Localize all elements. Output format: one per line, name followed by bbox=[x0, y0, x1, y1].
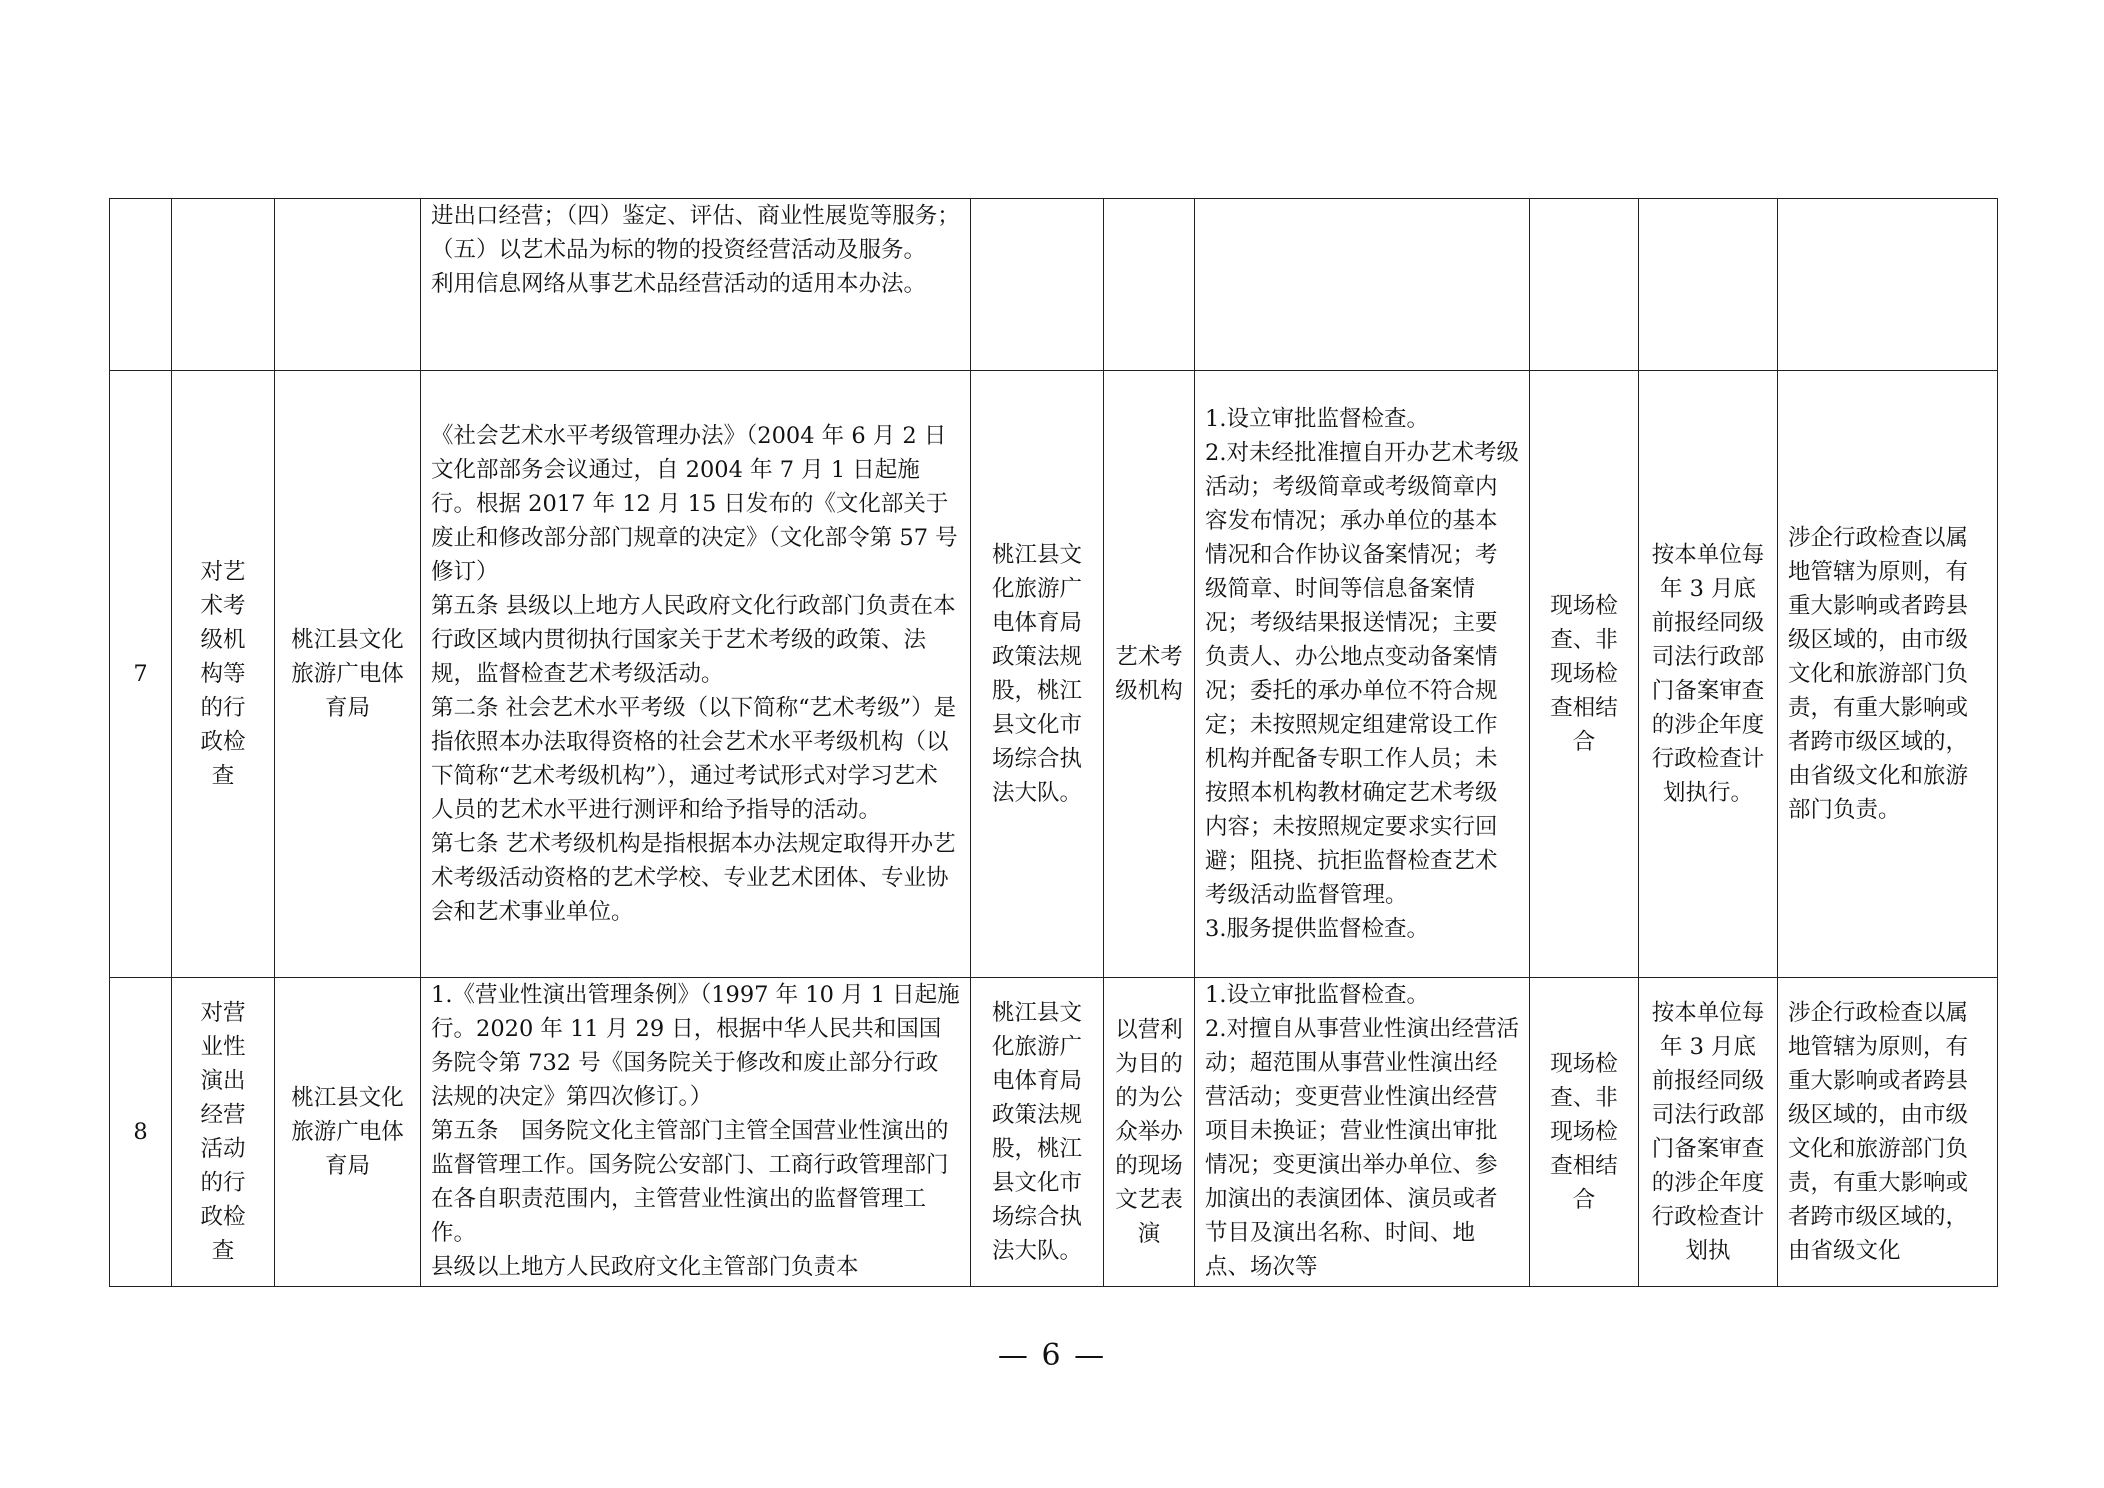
inspection-method bbox=[1530, 371, 1639, 978]
implementing-unit bbox=[971, 199, 1104, 371]
table-row bbox=[110, 978, 1998, 1287]
row-number bbox=[110, 371, 172, 978]
table-row bbox=[110, 199, 1998, 371]
row-number-text: 7 bbox=[133, 661, 148, 687]
inspection-object-text: 以营利为目的的为公众举办的现场文艺表演 bbox=[1115, 1017, 1183, 1247]
inspection-method-text: 现场检查、非现场检查相结合 bbox=[1550, 1051, 1618, 1213]
inspection-object bbox=[1104, 371, 1195, 978]
implementing-unit bbox=[971, 978, 1104, 1287]
legal-basis-paragraph: 县级以上地方人民政府文化主管部门负责本 bbox=[431, 1254, 859, 1280]
legal-basis bbox=[421, 371, 971, 978]
legal-basis-paragraph: 第五条 国务院文化主管部门主管全国营业性演出的监督管理工作。国务院公安部门、工商行政管理部门在各自职责范围内，主管营业性演出的监督管理工作。 bbox=[431, 1118, 949, 1246]
inspection-content bbox=[1195, 978, 1530, 1287]
legal-basis-paragraph: 1.《营业性演出管理条例》（1997 年 10 月 1 日起施行。2020 年 11 月 29 日，根据中华人民共和国国务院令第 732 号《国务院关于修改和废止部分行政法规的决定》第四次修订。） bbox=[431, 982, 960, 1110]
implementing-unit-text: 桃江县文化旅游广电体育局政策法规股，桃江县文化市场综合执法大队。 bbox=[991, 542, 1082, 806]
inspection-content-paragraph: 2.对擅自从事营业性演出经营活动；超范围从事营业性演出经营活动；变更营业性演出经营项目未换证；营业性演出审批情况；变更演出举办单位、参加演出的表演团体、演员或者节目及演出名称、时间、地点、场次等 bbox=[1205, 1016, 1519, 1280]
inspection-table bbox=[109, 198, 1998, 1287]
remarks bbox=[1778, 371, 1998, 978]
row-number bbox=[110, 199, 172, 371]
table-row bbox=[110, 371, 1998, 978]
legal-basis-paragraph: 利用信息网络从事艺术品经营活动的适用本办法。 bbox=[431, 271, 927, 297]
remarks bbox=[1778, 978, 1998, 1287]
responsible-department bbox=[275, 978, 421, 1287]
inspection-plan bbox=[1639, 978, 1778, 1287]
inspection-method-text: 现场检查、非现场检查相结合 bbox=[1550, 593, 1618, 755]
inspection-object-text: 艺术考级机构 bbox=[1115, 644, 1183, 704]
legal-basis bbox=[421, 978, 971, 1287]
legal-basis-paragraph: 第五条 县级以上地方人民政府文化行政部门负责在本行政区域内贯彻执行国家关于艺术考级的政策、法规，监督检查艺术考级活动。 bbox=[431, 593, 956, 687]
inspection-item bbox=[172, 371, 275, 978]
inspection-item-text: 对营业性演出经营活动的行政检查 bbox=[200, 1000, 246, 1264]
legal-basis-paragraph: 第七条 艺术考级机构是指根据本办法规定取得开办艺术考级活动资格的艺术学校、专业艺术团体、专业协会和艺术事业单位。 bbox=[431, 831, 956, 925]
inspection-content bbox=[1195, 371, 1530, 978]
responsible-department-text: 桃江县文化旅游广电体育局 bbox=[291, 627, 404, 721]
page-number: — 6 — bbox=[997, 1338, 1107, 1373]
inspection-object bbox=[1104, 199, 1195, 371]
legal-basis-paragraph: 《社会艺术水平考级管理办法》（2004 年 6 月 2 日文化部部务会议通过，自 2004 年 7 月 1 日起施行。根据 2017 年 12 月 15 日发布的《文化部关于废止和修改部分部门规章的决定》（文化部令第 57 号修订） bbox=[431, 423, 958, 585]
responsible-department bbox=[275, 199, 421, 371]
inspection-content-paragraph: 3.服务提供监督检查。 bbox=[1205, 916, 1429, 942]
responsible-department bbox=[275, 371, 421, 978]
remarks bbox=[1778, 199, 1998, 371]
inspection-content-paragraph: 2.对未经批准擅自开办艺术考级活动；考级简章或考级简章内容发布情况；承办单位的基本情况和合作协议备案情况；考级简章、时间等信息备案情况；考级结果报送情况；主要负责人、办公地点变动备案情况；委托的承办单位不符合规定；未按照规定组建常设工作机构并配备专职工作人员；未按照本机构教材确定艺术考级内容；未按照规定要求实行回避；阻挠、抗拒监督检查艺术考级活动监督管理。 bbox=[1205, 440, 1519, 908]
inspection-content bbox=[1195, 199, 1530, 371]
implementing-unit-text: 桃江县文化旅游广电体育局政策法规股，桃江县文化市场综合执法大队。 bbox=[991, 1000, 1082, 1264]
inspection-item bbox=[172, 199, 275, 371]
responsible-department-text: 桃江县文化旅游广电体育局 bbox=[291, 1085, 404, 1179]
inspection-plan-text: 按本单位每年 3 月底前报经同级司法行政部门备案审查的涉企年度行政检查计划执 bbox=[1651, 1000, 1765, 1264]
inspection-method bbox=[1530, 978, 1639, 1287]
remarks-text: 涉企行政检查以属地管辖为原则，有重大影响或者跨县级区域的，由市级文化和旅游部门负责，有重大影响或者跨市级区域的，由省级文化 bbox=[1788, 1000, 1969, 1264]
implementing-unit bbox=[971, 371, 1104, 978]
inspection-plan bbox=[1639, 371, 1778, 978]
inspection-content-paragraph: 1.设立审批监督检查。 bbox=[1205, 406, 1429, 432]
inspection-content-paragraph: 1.设立审批监督检查。 bbox=[1205, 982, 1429, 1008]
inspection-object bbox=[1104, 978, 1195, 1287]
inspection-item bbox=[172, 978, 275, 1287]
inspection-plan bbox=[1639, 199, 1778, 371]
inspection-item-text: 对艺术考级机构等的行政检查 bbox=[200, 559, 246, 789]
inspection-plan-text: 按本单位每年 3 月底前报经同级司法行政部门备案审查的涉企年度行政检查计划执行。 bbox=[1651, 542, 1765, 806]
inspection-method bbox=[1530, 199, 1639, 371]
legal-basis bbox=[421, 199, 971, 371]
row-number bbox=[110, 978, 172, 1287]
legal-basis-paragraph: 进出口经营；（四）鉴定、评估、商业性展览等服务；（五）以艺术品为标的物的投资经营活动及服务。 bbox=[431, 203, 960, 263]
legal-basis-paragraph: 第二条 社会艺术水平考级（以下简称“艺术考级”）是指依照本办法取得资格的社会艺术水平考级机构（以下简称“艺术考级机构”），通过考试形式对学习艺术人员的艺术水平进行测评和给予指导的活动。 bbox=[431, 695, 957, 823]
row-number-text: 8 bbox=[133, 1119, 148, 1145]
remarks-text: 涉企行政检查以属地管辖为原则，有重大影响或者跨县级区域的，由市级文化和旅游部门负责，有重大影响或者跨市级区域的，由省级文化和旅游部门负责。 bbox=[1788, 525, 1969, 823]
